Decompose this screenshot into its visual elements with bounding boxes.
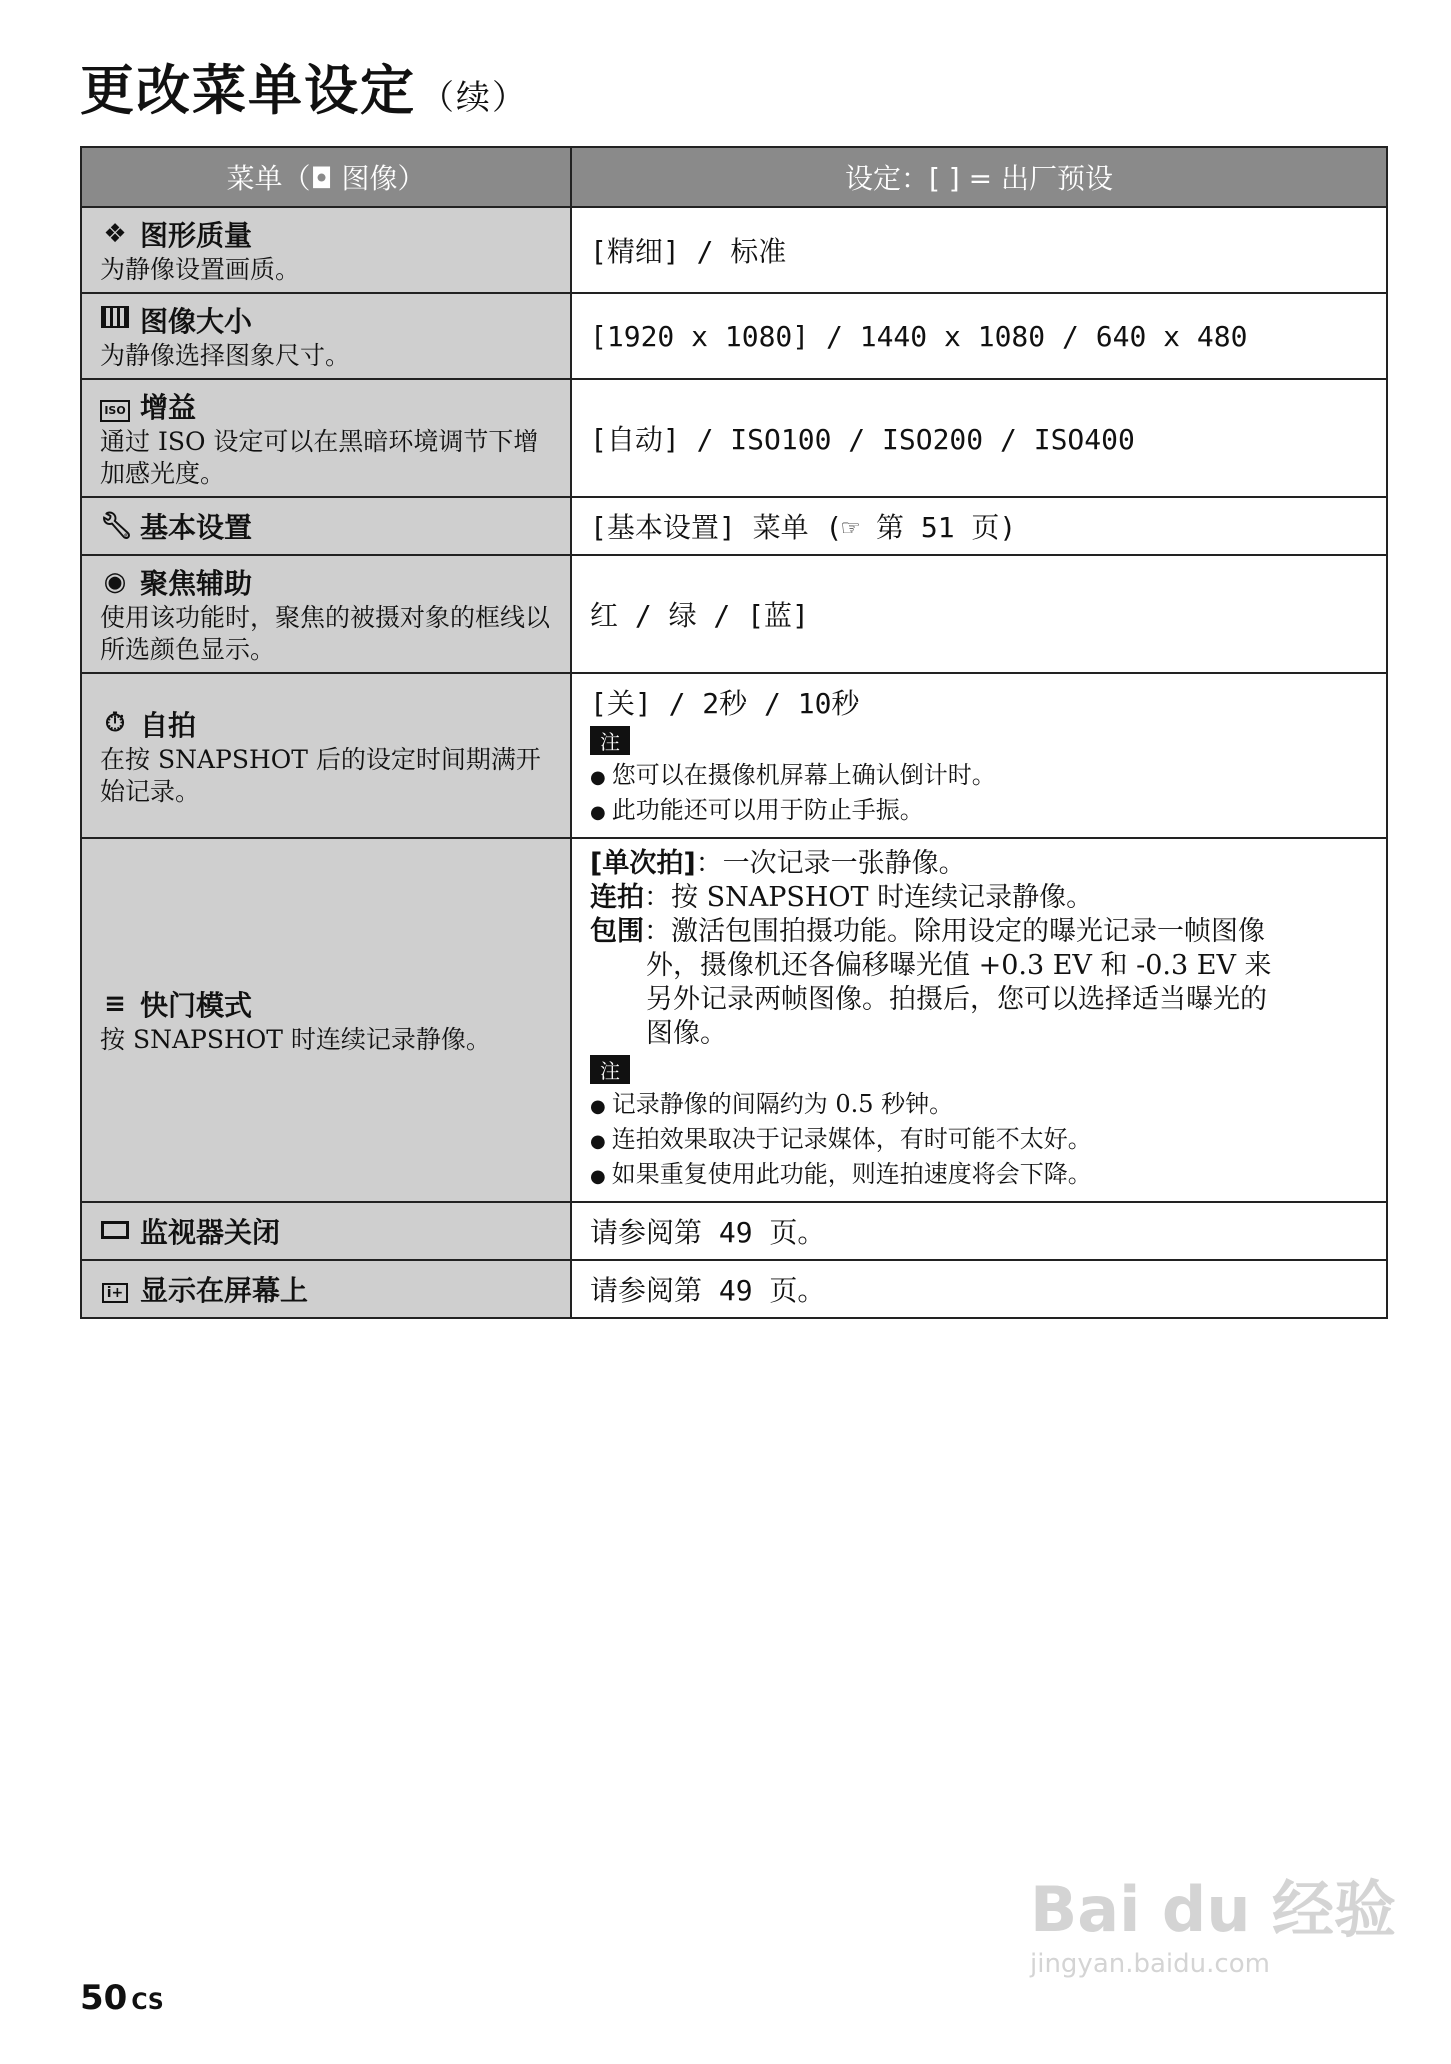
table-row (81, 1260, 1387, 1318)
focus-assist-icon: ◉ (103, 567, 127, 597)
table-row (81, 1202, 1387, 1260)
setting-cell: 请参阅第 49 页。 (571, 1260, 1387, 1318)
menu-item-name: 快门模式 (140, 989, 253, 1022)
menu-item-cell (81, 1202, 571, 1260)
basic-settings-icon: 🔧︎ (100, 511, 134, 541)
option-line: 包围：激活包围拍摄功能。除用设定的曝光记录一帧图像 (590, 916, 1265, 947)
option-line: [单次拍]：一次记录一张静像。 (590, 848, 966, 879)
setting-options: [关] / 2秒 / 10秒 (590, 687, 860, 720)
setting-cell (571, 838, 1387, 1202)
title-main: 更改菜单设定 (80, 59, 416, 122)
watermark (1030, 1860, 1396, 1979)
menu-item-desc: 为静像选择图象尺寸。 (100, 341, 351, 370)
shutter-mode-icon: ≡ (104, 989, 126, 1019)
title-suffix: （续） (420, 78, 528, 118)
menu-item-name: 显示在屏幕上 (140, 1274, 309, 1307)
menu-item-cell (81, 293, 571, 379)
table-row (81, 207, 1387, 293)
option-continuation: 图像。 (646, 1018, 727, 1049)
note-badge: 注 (590, 726, 630, 755)
image-size-icon (101, 306, 129, 328)
note-item: ● 记录静像的间隔约为 0.5 秒钟。 (590, 1088, 1368, 1123)
menu-item-name: 图形质量 (140, 219, 253, 252)
language-code: CS (131, 1990, 164, 2015)
menu-item-cell (81, 497, 571, 555)
page-number: 50 CS (80, 1978, 164, 2018)
table-row (81, 838, 1387, 1202)
option-continuation: 外，摄像机还各偏移曝光值 +0.3 EV 和 -0.3 EV 来 (646, 950, 1272, 981)
option-line: 连拍：按 SNAPSHOT 时连续记录静像。 (590, 882, 1094, 913)
option-continuation: 另外记录两帧图像。拍摄后，您可以选择适当曝光的 (646, 984, 1267, 1015)
page-title (80, 48, 528, 125)
iso-icon: ISO (100, 400, 129, 422)
menu-item-name: 自拍 (140, 708, 197, 742)
header-menu: 菜单（◘ 图像） (81, 147, 571, 207)
table-row (81, 673, 1387, 838)
menu-item-name: 增益 (140, 391, 197, 424)
self-timer-icon: ⏱︎ (104, 708, 126, 738)
menu-item-desc: 按 SNAPSHOT 时连续记录静像。 (100, 1025, 491, 1054)
image-quality-icon: ❖ (103, 219, 127, 249)
table-row (81, 293, 1387, 379)
menu-item-cell (81, 838, 571, 1202)
setting-cell: [1920 x 1080] / 1440 x 1080 / 640 x 480 (571, 293, 1387, 379)
menu-item-cell (81, 673, 571, 838)
watermark-url: jingyan.baidu.com (1030, 1949, 1270, 1979)
menu-item-name: 图像大小 (140, 305, 253, 338)
note-item: ● 您可以在摄像机屏幕上确认倒计时。 (590, 759, 1368, 794)
menu-item-desc: 在按 SNAPSHOT 后的设定时间期满开始记录。 (100, 744, 541, 806)
setting-cell: [自动] / ISO100 / ISO200 / ISO400 (571, 379, 1387, 497)
menu-item-desc: 使用该功能时，聚焦的被摄对象的框线以所选颜色显示。 (100, 603, 551, 664)
monitor-off-icon (101, 1221, 129, 1239)
note-item: ● 此功能还可以用于防止手振。 (590, 794, 1368, 829)
menu-item-desc: 为静像设置画质。 (100, 255, 301, 284)
menu-item-desc: 通过 ISO 设定可以在黑暗环境调节下增加感光度。 (100, 427, 539, 488)
menu-item-name: 聚焦辅助 (140, 567, 253, 600)
on-screen-display-icon: i+ (102, 1283, 129, 1303)
menu-item-name: 基本设置 (140, 511, 253, 544)
setting-cell: [精细] / 标准 (571, 207, 1387, 293)
setting-cell: 请参阅第 49 页。 (571, 1202, 1387, 1260)
table-row (81, 555, 1387, 673)
watermark-brand: Bai du 经验 (1030, 1873, 1397, 1946)
setting-cell: [基本设置] 菜单 (☞ 第 51 页) (571, 497, 1387, 555)
setting-cell: 红 / 绿 / [蓝] (571, 555, 1387, 673)
menu-item-cell (81, 207, 571, 293)
menu-item-name: 监视器关闭 (140, 1216, 281, 1249)
table-row (81, 379, 1387, 497)
menu-settings-table (80, 146, 1388, 1319)
note-badge: 注 (590, 1055, 630, 1084)
note-item: ● 连拍效果取决于记录媒体，有时可能不太好。 (590, 1123, 1368, 1158)
menu-item-cell (81, 1260, 571, 1318)
table-row (81, 497, 1387, 555)
setting-cell (571, 673, 1387, 838)
header-settings: 设定：[ ] = 出厂预设 (571, 147, 1387, 207)
menu-item-cell (81, 555, 571, 673)
note-item: ● 如果重复使用此功能，则连拍速度将会下降。 (590, 1158, 1368, 1193)
menu-item-cell (81, 379, 571, 497)
table-header-row (81, 147, 1387, 207)
